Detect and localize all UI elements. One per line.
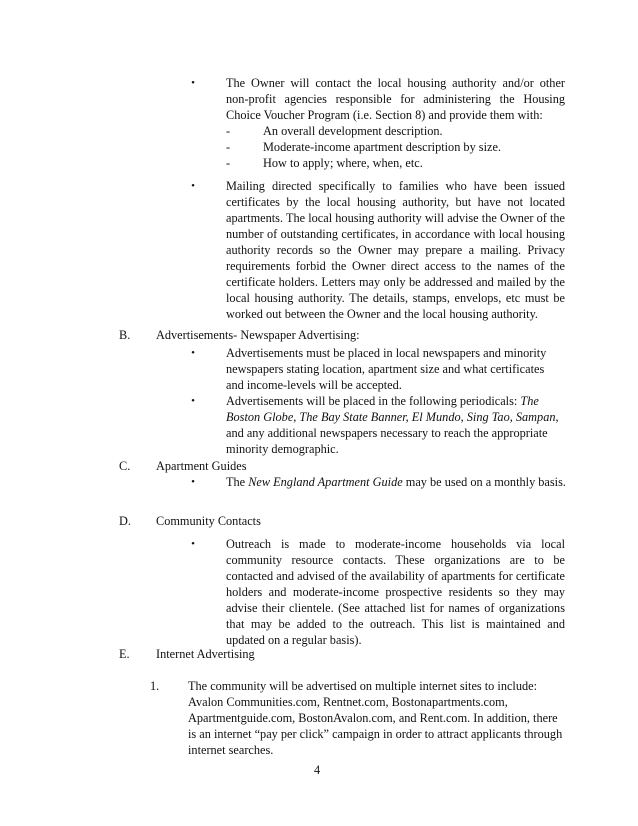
section-e-title: Internet Advertising: [156, 647, 255, 661]
dash-item-text: An overall development description.: [263, 124, 443, 138]
community-contacts-paragraph: [226, 536, 565, 648]
apartment-guide-outro: may be used on a monthly basis.: [402, 475, 566, 489]
section-d-letter: D.: [119, 514, 131, 528]
bullet-marker: •: [191, 538, 195, 550]
internet-ads-paragraph: [188, 678, 564, 758]
bullet-marker: •: [191, 180, 195, 192]
bullet-marker: •: [191, 347, 195, 359]
internet-ads-text: The community will be advertised on multiple internet sites to include: Avalon Communities.com, Rentnet.com, Bostonapartments.com, Apartmentguide.com, BostonAvalon.com, and Rent.com. In addition, there is an internet “pay per click” campaign in order to attract applicants through internet searches.: [188, 679, 563, 757]
periodicals-intro: Advertisements will be placed in the following periodicals:: [226, 394, 521, 408]
section-b-letter: B.: [119, 328, 131, 342]
newspaper-ads-text: Advertisements must be placed in local newspapers and minority newspapers stating location, apartment size and what certificates and income-levels will be accepted.: [226, 346, 547, 392]
page-number: 4: [314, 763, 321, 777]
apartment-guide-name: New England Apartment Guide: [248, 475, 403, 489]
dash-item-text: How to apply; where, when, etc.: [263, 156, 423, 170]
section-b-title: Advertisements- Newspaper Advertising:: [156, 328, 360, 342]
mailing-text: Mailing directed specifically to families who have been issued certificates by the local housing authority, but have not located apartments. The local housing authority will advise the Owner of the number of outstanding certificates, in accordance with local housing authority records so the Owner may prepare a mailing. Privacy requirements forbid the Owner direct access to the names of the certificate holders. Letters may only be addressed and mailed by the local housing authority. The details, stamps, envelops, etc must be worked out between the Owner and the local housing authority.: [226, 179, 565, 321]
bullet-marker: •: [191, 395, 195, 407]
apartment-guide-intro: The: [226, 475, 249, 489]
periodicals-outro: , and any additional newspapers necessary to reach the appropriate minority demographic.: [226, 410, 559, 456]
owner-contact-paragraph: [226, 75, 565, 123]
bullet-marker: •: [191, 476, 195, 488]
periodicals-text: [226, 393, 562, 457]
list-item-number: 1.: [150, 679, 160, 693]
dash-list: [226, 123, 565, 171]
dash-item: [226, 155, 565, 171]
dash-item-text: Moderate-income apartment description by size.: [263, 140, 501, 154]
dash-marker: -: [226, 156, 231, 170]
dash-item: [226, 123, 565, 139]
periodicals-names: The Boston Globe, The Bay State Banner, El Mundo, Sing Tao, Sampan: [226, 394, 556, 424]
apartment-guide-paragraph: [226, 474, 566, 490]
apartment-guide-text: [226, 474, 566, 490]
section-c-letter: C.: [119, 459, 131, 473]
section-c-title: Apartment Guides: [156, 459, 247, 473]
community-contacts-text: Outreach is made to moderate-income households via local community resource contacts. These organizations are to be contacted and advised of the availability of apartments for certificate holders and moderate-income prospective residents so they may advise their clientele. (See attached list for names of organizations that may be added to the outreach. This list is maintained and updated on a regular basis).: [226, 537, 565, 647]
newspaper-ads-paragraph: [226, 345, 562, 393]
dash-marker: -: [226, 140, 231, 154]
owner-contact-text: The Owner will contact the local housing authority and/or other non-profit agencies responsible for administering the Housing Choice Voucher Program (i.e. Section 8) and provide them with:: [226, 76, 565, 122]
bullet-marker: •: [191, 77, 195, 89]
section-d-title: Community Contacts: [156, 514, 261, 528]
dash-marker: -: [226, 124, 231, 138]
periodicals-paragraph: [226, 393, 562, 457]
dash-item: [226, 139, 565, 155]
mailing-paragraph: [226, 178, 565, 322]
section-e-letter: E.: [119, 647, 130, 661]
